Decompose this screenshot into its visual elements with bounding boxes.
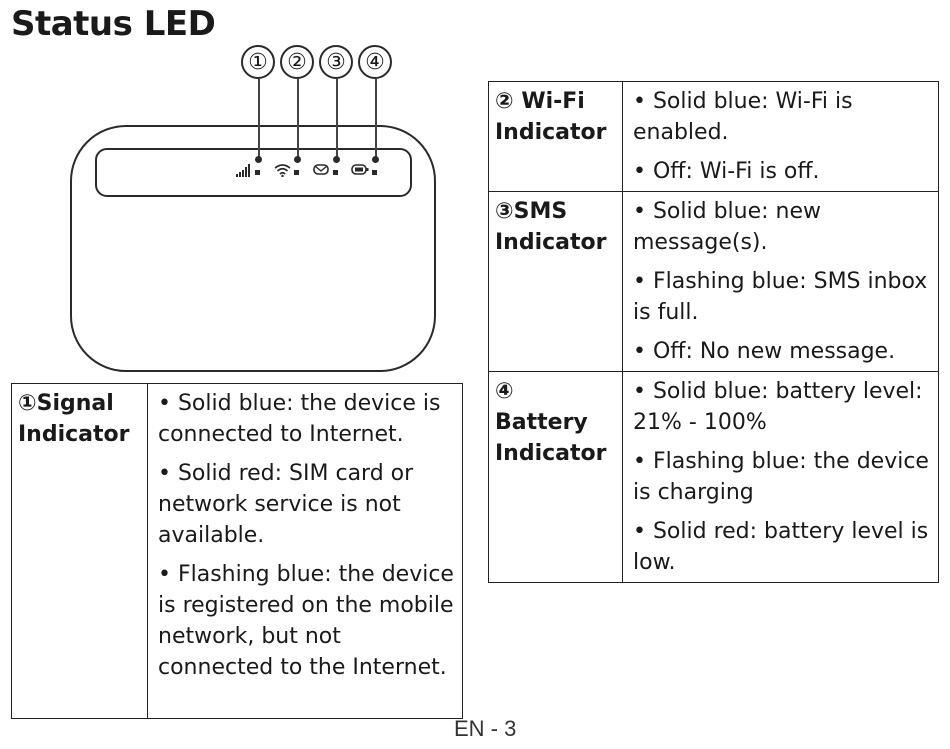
indicator-name-line2: Indicator — [495, 230, 607, 255]
signal-indicator-table — [11, 383, 463, 719]
callout-symbol: ③ — [495, 199, 514, 224]
leader-dot-3 — [333, 156, 340, 163]
leader-line-4 — [375, 79, 377, 157]
callout-symbol: ④ — [495, 379, 514, 404]
indicator-name-line2: Indicator — [18, 422, 130, 447]
list-item: • Solid red: battery level is low. — [633, 519, 929, 575]
list-item: • Solid red: SIM card or network service is not available. — [158, 461, 414, 548]
indicator-name-line2: Indicator — [495, 441, 607, 466]
table-row — [12, 384, 463, 719]
table-row — [489, 372, 939, 583]
list-item: • Off: Wi-Fi is off. — [633, 159, 820, 184]
indicator-name-line1: SMS — [513, 199, 568, 224]
callout-1: ① — [241, 45, 275, 79]
leader-line-2 — [297, 79, 299, 157]
callout-3: ③ — [319, 45, 353, 79]
leader-dot-4 — [372, 156, 379, 163]
envelope-icon — [313, 163, 329, 176]
list-item: • Solid blue: the device is connected to Internet. — [158, 391, 441, 447]
list-item: • Off: No new message. — [633, 339, 896, 364]
signal-indicator-description — [148, 384, 463, 719]
battery-indicator-description — [623, 372, 939, 583]
sms-indicator-name — [489, 192, 623, 372]
leader-dot-2 — [294, 156, 301, 163]
sms-led — [333, 170, 338, 175]
indicator-table — [488, 81, 939, 583]
signal-bars-icon — [236, 163, 252, 177]
list-item: • Flashing blue: SMS inbox is full. — [633, 269, 928, 325]
battery-icon — [351, 163, 369, 176]
sms-indicator-description — [623, 192, 939, 372]
indicator-name-line2: Indicator — [495, 120, 607, 145]
indicator-name-line1: Signal — [36, 391, 114, 416]
callout-2: ② — [280, 45, 314, 79]
leader-line-3 — [336, 79, 338, 157]
table-row — [489, 192, 939, 372]
list-item: • Solid blue: battery level: 21% - 100% — [633, 379, 923, 435]
callout-symbol: ② — [495, 89, 514, 114]
leader-dot-1 — [255, 156, 262, 163]
page-number: EN - 3 — [454, 716, 517, 741]
table-row — [489, 82, 939, 192]
list-item: • Flashing blue: the device is registered on the mobile network, but not connected to the Internet. — [158, 562, 454, 680]
battery-indicator-name — [489, 372, 623, 583]
indicator-name-line1: Battery — [495, 410, 588, 435]
list-item: • Flashing blue: the device is charging — [633, 449, 929, 505]
wifi-indicator-name — [489, 82, 623, 192]
battery-led — [372, 170, 377, 175]
signal-led — [255, 170, 260, 175]
indicator-name-line1: Wi-Fi — [521, 89, 585, 114]
wifi-indicator-description — [623, 82, 939, 192]
leader-line-1 — [258, 79, 260, 157]
wifi-icon — [274, 163, 291, 177]
signal-indicator-name — [12, 384, 148, 719]
list-item: • Solid blue: Wi-Fi is enabled. — [633, 89, 853, 145]
callout-symbol: ① — [18, 391, 37, 416]
page-title: Status LED — [11, 4, 216, 44]
list-item: • Solid blue: new message(s). — [633, 199, 822, 255]
wifi-led — [294, 170, 299, 175]
callout-4: ④ — [358, 45, 392, 79]
